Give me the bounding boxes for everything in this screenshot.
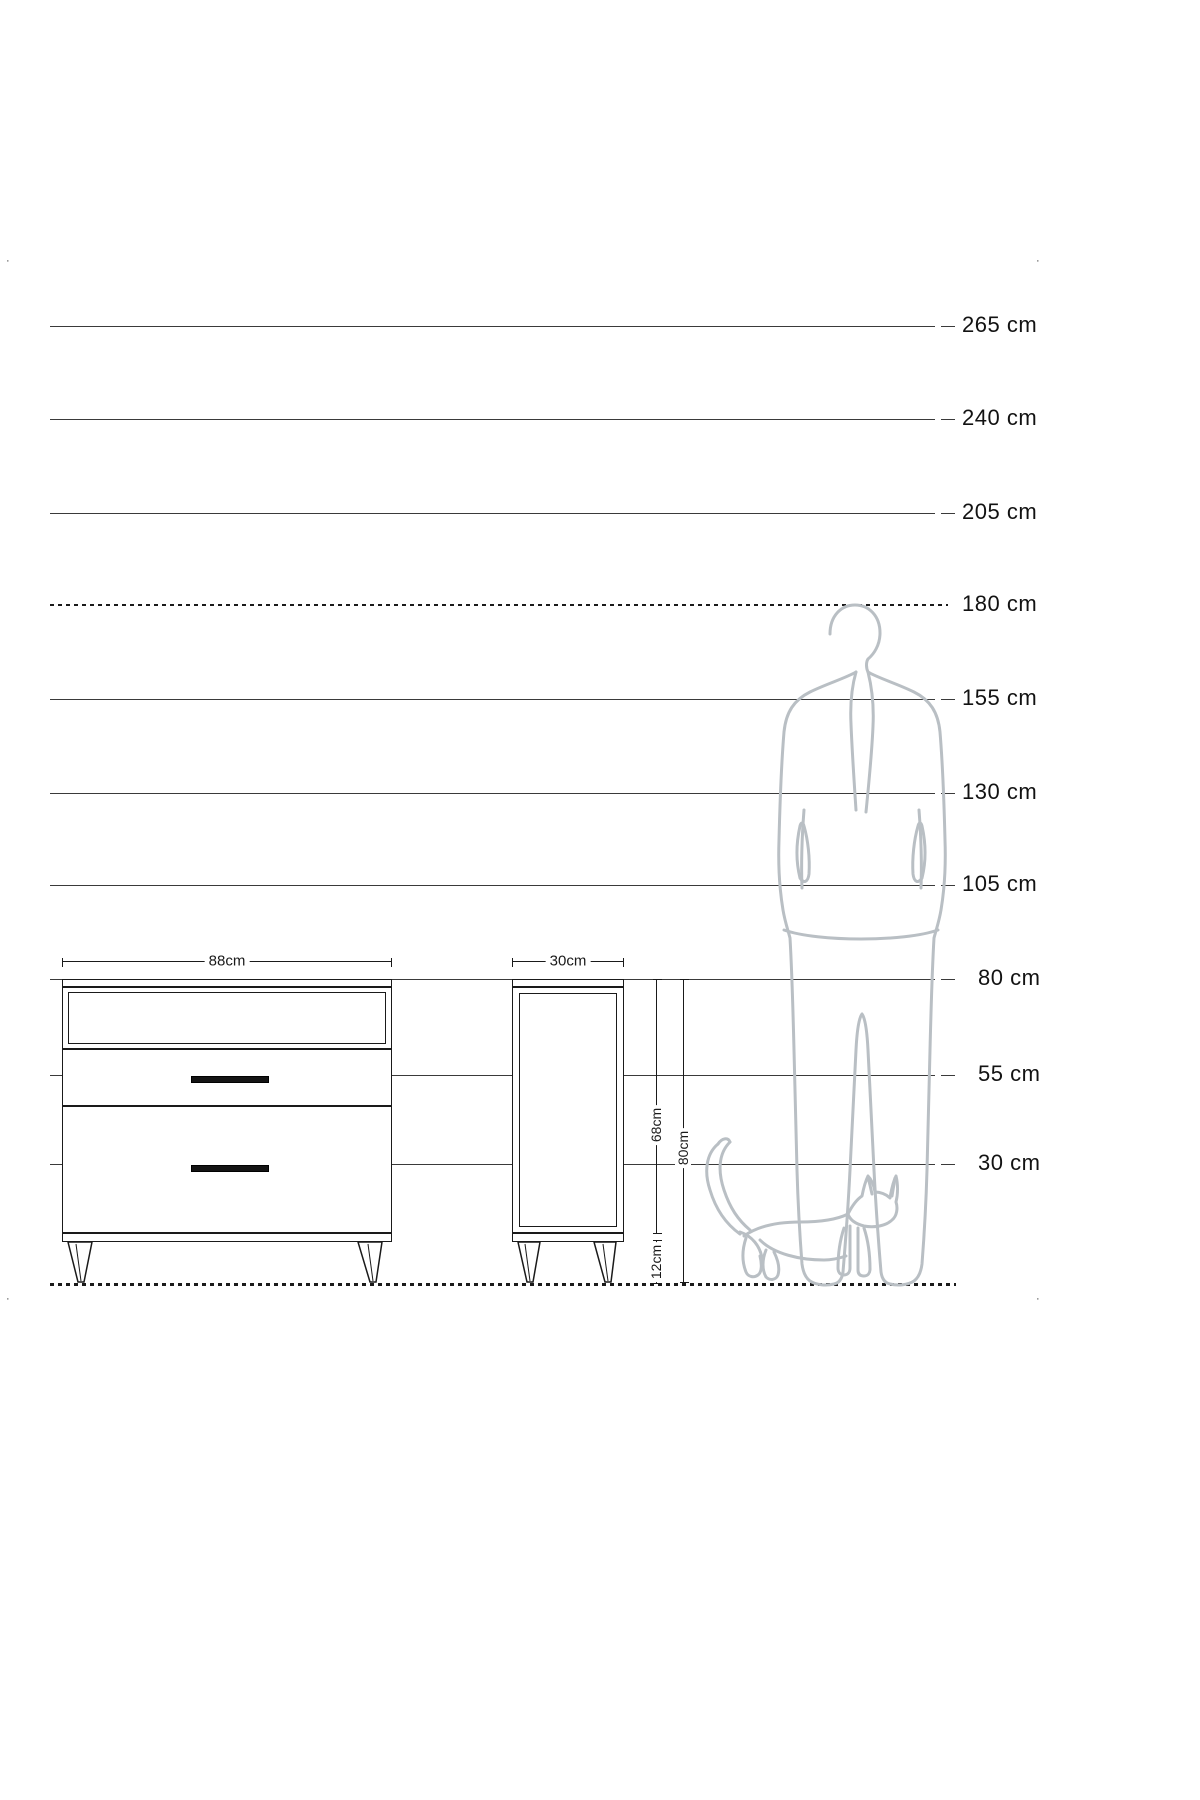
dresser-drawer-lower bbox=[62, 1106, 392, 1233]
dresser-open-shelf-inner bbox=[68, 992, 386, 1044]
scale-label-55: 55 cm bbox=[978, 1061, 1041, 1086]
scale-label-155: 155 cm bbox=[962, 685, 1038, 710]
scale-label-130: 130 cm bbox=[962, 779, 1038, 804]
drawer-handle-lower[interactable] bbox=[191, 1165, 269, 1172]
cabinet-door-inner bbox=[519, 993, 617, 1227]
dimension-leg-height-label: 12cm bbox=[648, 1242, 664, 1282]
scale-line-205 bbox=[50, 513, 935, 514]
scale-tick-205 bbox=[941, 513, 955, 514]
scale-line-265 bbox=[50, 326, 935, 327]
cabinet-legs bbox=[508, 1240, 632, 1286]
scale-line-240 bbox=[50, 419, 935, 420]
dimension-cabinet-width-label: 30cm bbox=[546, 953, 591, 970]
scale-label-265: 265 cm bbox=[962, 312, 1038, 337]
dimension-total-height-label: 80cm bbox=[675, 1128, 691, 1168]
dresser-drawer-upper bbox=[62, 1049, 392, 1106]
scale-label-240: 240 cm bbox=[962, 405, 1038, 430]
dimension-body-height-label: 68cm bbox=[648, 1105, 664, 1145]
scale-tick-265 bbox=[941, 326, 955, 327]
drawer-handle-upper[interactable] bbox=[191, 1076, 269, 1083]
dimension-dresser-width-label: 88cm bbox=[205, 953, 250, 970]
scale-label-180: 180 cm bbox=[962, 591, 1038, 616]
scale-label-30: 30 cm bbox=[978, 1150, 1041, 1175]
dresser-top-panel bbox=[62, 979, 392, 987]
scale-label-80: 80 cm bbox=[978, 965, 1041, 990]
scale-tick-240 bbox=[941, 419, 955, 420]
corner-tick-bottom-right: · bbox=[1036, 1293, 1040, 1305]
corner-tick-bottom-left: · bbox=[6, 1293, 10, 1305]
cabinet-top-panel bbox=[512, 979, 624, 987]
corner-tick-top-right: · bbox=[1036, 255, 1040, 267]
scale-label-105: 105 cm bbox=[962, 871, 1038, 896]
dresser-legs bbox=[58, 1240, 400, 1286]
scale-label-205: 205 cm bbox=[962, 499, 1038, 524]
cat-silhouette-icon bbox=[700, 1120, 900, 1290]
corner-tick-top-left: · bbox=[6, 255, 10, 267]
